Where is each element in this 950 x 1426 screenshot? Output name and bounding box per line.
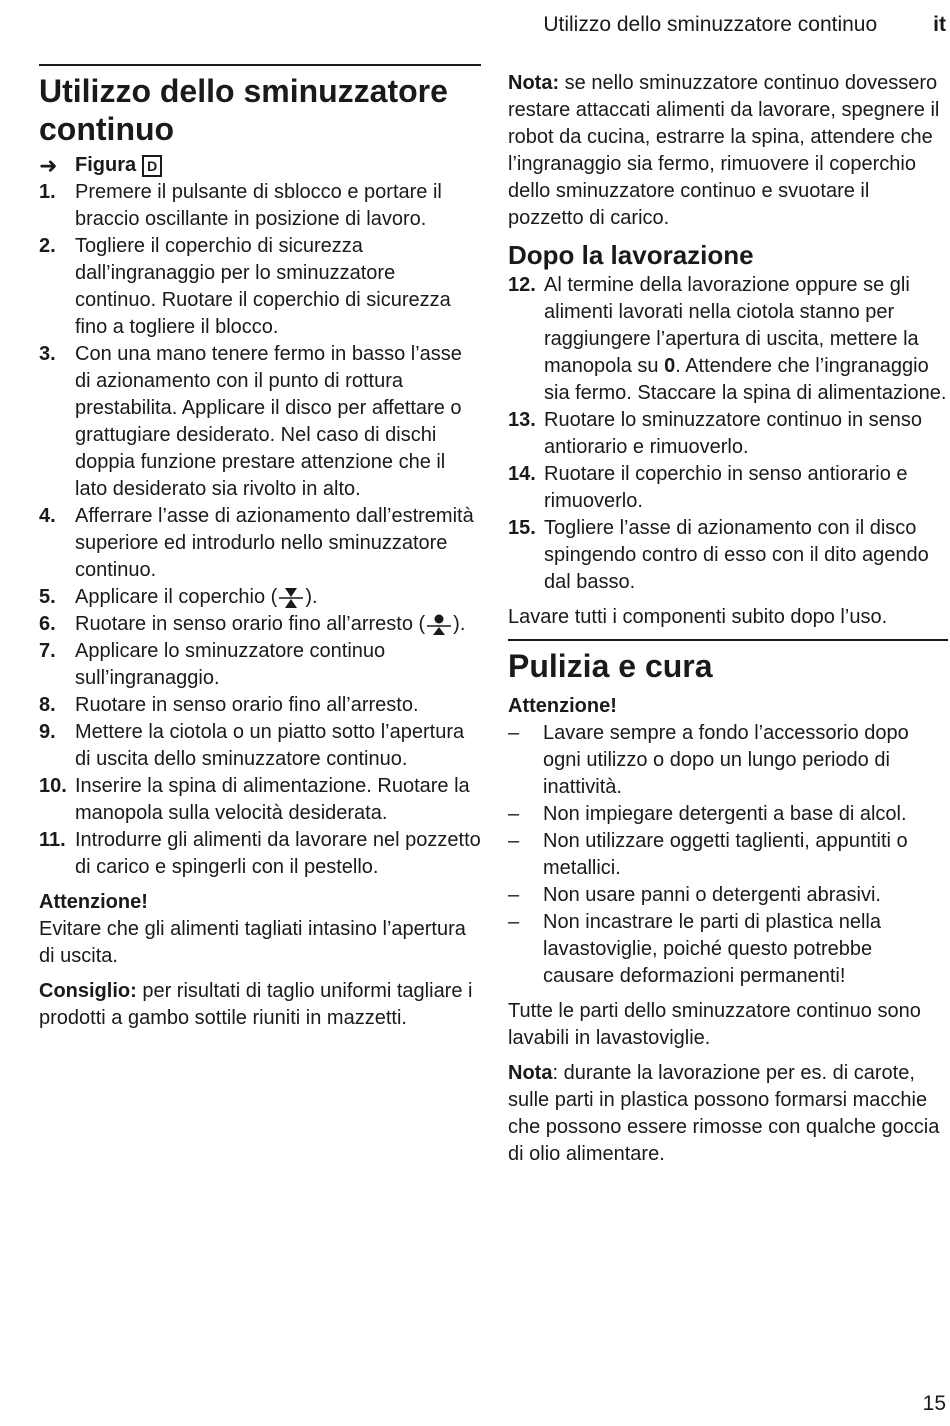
attention-label: Attenzione! xyxy=(39,891,148,913)
tip-paragraph xyxy=(39,978,481,1032)
note2-label: Nota xyxy=(508,1062,553,1084)
note-label: Nota: xyxy=(508,72,560,94)
tip-text: per risultati di taglio uniformi tagliare i prodotti a gambo sottile riuniti in mazzetti. xyxy=(39,980,473,1029)
lid-attach-icon xyxy=(278,587,304,609)
note-paragraph xyxy=(508,70,948,232)
tip-label: Consiglio: xyxy=(39,980,137,1002)
list-item: 3. Con una mano tenere fermo in basso l’asse di azionamento con il punto di rottura prestabilita. Applicare il disco per affettare o grattugiare desiderato. Nel caso di dischi doppia funzione prestare attenzione che il lato desiderato sia rivolto in alto. xyxy=(39,343,462,500)
section-heading-after-processing: Dopo la lavorazione xyxy=(508,240,754,270)
list-item: 2. Togliere il coperchio di sicurezza dall’ingranaggio per lo sminuzzatore continuo. Ruotare il coperchio di sicurezza fino a togliere il blocco. xyxy=(39,235,451,338)
list-item: – Lavare sempre a fondo l’accessorio dopo ogni utilizzo o dopo un lungo periodo di inattività. xyxy=(508,720,948,801)
list-item: 10. Inserire la spina di alimentazione. Ruotare la manopola sulla velocità desiderata. xyxy=(39,775,470,824)
right-column xyxy=(508,64,948,1176)
list-item: 13. Ruotare lo sminuzzatore continuo in senso antiorario e rimuoverlo. xyxy=(508,409,922,458)
language-code: it xyxy=(933,13,946,36)
arrow-right-icon: ➜ xyxy=(39,153,58,178)
cleaning-list xyxy=(508,720,948,990)
usage-steps-list xyxy=(39,179,481,881)
note2-paragraph xyxy=(508,1060,948,1168)
list-item: – Non usare panni o detergenti abrasivi. xyxy=(508,882,948,909)
lock-position-icon xyxy=(426,614,452,636)
dash-mark: – xyxy=(508,803,520,825)
figure-label: Figura xyxy=(75,154,137,176)
wash-text: Lavare tutti i componenti subito dopo l’uso. xyxy=(508,606,888,628)
dash-mark: – xyxy=(508,722,520,744)
section-heading-cleaning: Pulizia e cura xyxy=(508,648,713,684)
figure-reference xyxy=(39,152,481,179)
list-item: 4. Afferrare l’asse di azionamento dall’estremità superiore ed introdurlo nello sminuzzatore continuo. xyxy=(39,505,474,581)
after-steps-list xyxy=(508,272,948,596)
list-item: – Non impiegare detergenti a base di alcol. xyxy=(508,801,948,828)
list-item: 1. Premere il pulsante di sblocco e portare il braccio oscillante in posizione di lavoro. xyxy=(39,181,442,230)
list-item: 14. Ruotare il coperchio in senso antiorario e rimuoverlo. xyxy=(508,463,908,512)
dash-mark: – xyxy=(508,830,520,852)
attention-label: Attenzione! xyxy=(508,695,617,717)
note2-text: : durante la lavorazione per es. di carote, sulle parti in plastica possono formarsi macchie che possono essere rimosse con qualche goccia di olio alimentare. xyxy=(508,1062,940,1165)
heading-rule xyxy=(508,639,948,641)
dash-mark: – xyxy=(508,911,520,933)
running-header xyxy=(543,12,950,38)
list-item: 12. Al termine della lavorazione oppure se gli alimenti lavorati nella ciotola stanno per raggiungere l’apertura di uscita, mettere la manopola su 0. Attendere che l’ingranaggio sia fermo. Staccare la spina di alimentazione. xyxy=(508,274,947,404)
note-text: se nello sminuzzatore continuo dovessero restare attaccati alimenti da lavorare, spegnere il robot da cucina, estrarre la spina, attendere che l’ingranaggio sia fermo, rimuovere il coperchio dello sminuzzatore continuo e svuotare il pozzetto di carico. xyxy=(508,72,940,229)
dash-mark: – xyxy=(508,884,520,906)
list-item: 9. Mettere la ciotola o un piatto sotto l’apertura di uscita dello sminuzzatore continuo. xyxy=(39,721,465,770)
page-number: 15 xyxy=(922,1392,946,1415)
heading-rule xyxy=(39,64,481,66)
figure-letter-box: D xyxy=(142,155,162,177)
dishwasher-text: Tutte le parti dello sminuzzatore continuo sono lavabili in lavastoviglie. xyxy=(508,1000,921,1049)
list-item: – Non incastrare le parti di plastica nella lavastoviglie, poiché questo potrebbe causare deformazioni permanenti! xyxy=(508,909,948,990)
list-item: 6. Ruotare in senso orario fino all’arresto ( ). xyxy=(39,613,466,635)
section-heading-usage: Utilizzo dello sminuzzatore continuo xyxy=(39,73,448,147)
left-column xyxy=(39,64,481,1040)
list-item: – Non utilizzare oggetti taglienti, appuntiti o metallici. xyxy=(508,828,948,882)
list-item: 15. Togliere l’asse di azionamento con il disco spingendo contro di esso con il dito agendo dal basso. xyxy=(508,517,929,593)
list-item: 8. Ruotare in senso orario fino all’arresto. xyxy=(39,694,419,716)
attention-text: Evitare che gli alimenti tagliati intasino l’apertura di uscita. xyxy=(39,918,466,967)
list-item: 7. Applicare lo sminuzzatore continuo sull’ingranaggio. xyxy=(39,640,386,689)
list-item: 5. Applicare il coperchio ( ). xyxy=(39,586,318,608)
list-item: 11. Introdurre gli alimenti da lavorare nel pozzetto di carico e spingerli con il pestello. xyxy=(39,829,481,878)
header-title: Utilizzo dello sminuzzatore continuo xyxy=(543,13,878,36)
